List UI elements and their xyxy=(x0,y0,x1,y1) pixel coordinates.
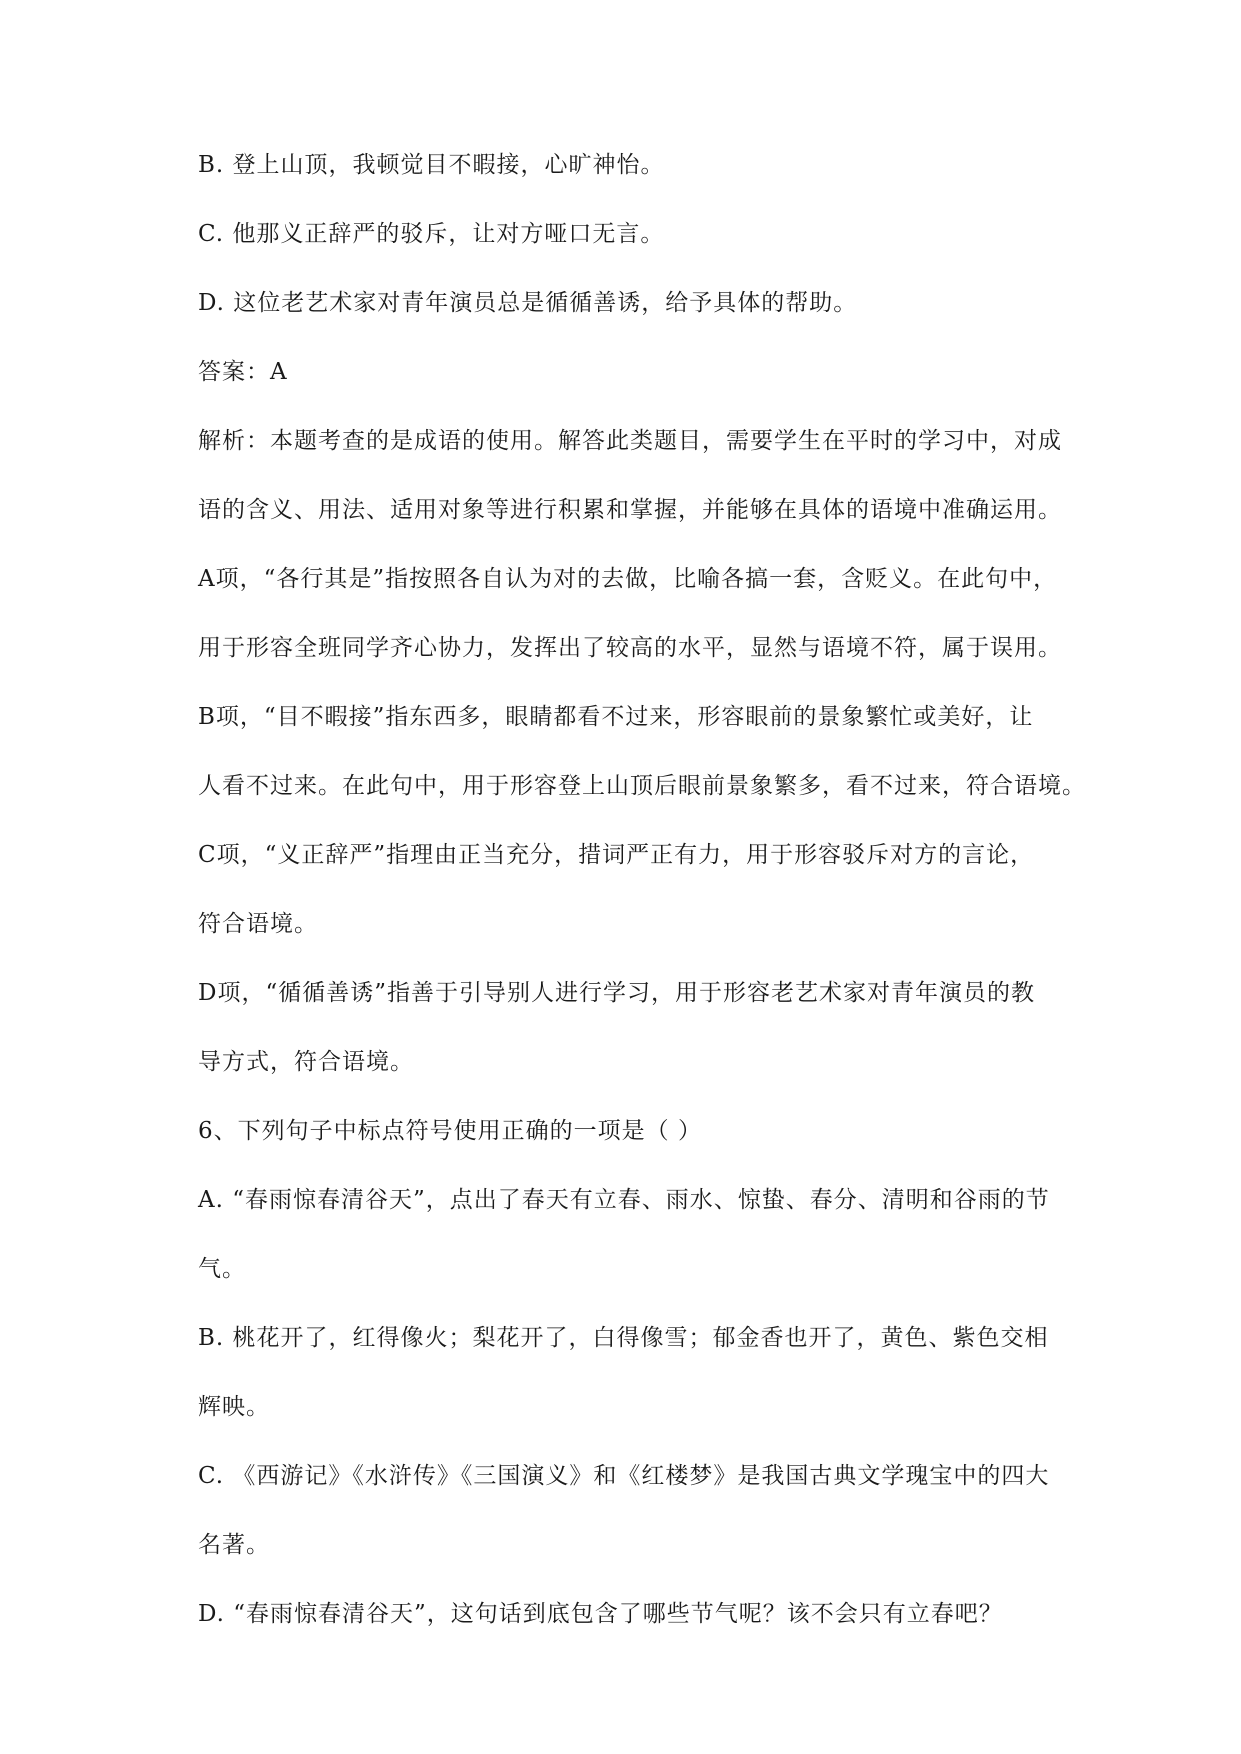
q6-option-a-line-1: A. “春雨惊春清谷天”，点出了春天有立春、雨水、惊蛰、春分、清明和谷雨的节 xyxy=(198,1187,1050,1213)
option-b-line: B. 登上山顶，我顿觉目不暇接，心旷神怡。 xyxy=(198,152,665,178)
analysis-c-line-2: 符合语境。 xyxy=(198,911,318,937)
analysis-b-line-1: B项，“目不暇接”指东西多，眼睛都看不过来，形容眼前的景象繁忙或美好，让 xyxy=(198,704,1034,730)
analysis-line-1: 解析：本题考查的是成语的使用。解答此类题目，需要学生在平时的学习中，对成 xyxy=(198,428,1062,454)
analysis-a-line-1: A项，“各行其是”指按照各自认为对的去做，比喻各搞一套，含贬义。在此句中， xyxy=(198,566,1058,592)
analysis-d-line-1: D项，“循循善诱”指善于引导别人进行学习，用于形容老艺术家对青年演员的教 xyxy=(198,980,1035,1006)
q6-option-d-line: D. “春雨惊春清谷天”，这句话到底包含了哪些节气呢？该不会只有立春吧？ xyxy=(198,1601,1003,1627)
q6-option-c-line-2: 名著。 xyxy=(198,1532,270,1558)
answer-line: 答案：A xyxy=(198,359,288,385)
q6-option-b-line-1: B. 桃花开了，红得像火；梨花开了，白得像雪；郁金香也开了，黄色、紫色交相 xyxy=(198,1325,1049,1351)
analysis-b-line-2: 人看不过来。在此句中，用于形容登上山顶后眼前景象繁多，看不过来，符合语境。 xyxy=(198,773,1086,799)
q6-option-a-line-2: 气。 xyxy=(198,1256,246,1282)
analysis-c-line-1: C项，“义正辞严”指理由正当充分，措词严正有力，用于形容驳斥对方的言论， xyxy=(198,842,1035,868)
analysis-line-2: 语的含义、用法、适用对象等进行积累和掌握，并能够在具体的语境中准确运用。 xyxy=(198,497,1062,523)
option-d-line: D. 这位老艺术家对青年演员总是循循善诱，给予具体的帮助。 xyxy=(198,290,858,316)
q6-option-b-line-2: 辉映。 xyxy=(198,1394,270,1420)
analysis-a-line-2: 用于形容全班同学齐心协力，发挥出了较高的水平，显然与语境不符，属于误用。 xyxy=(198,635,1062,661)
analysis-d-line-2: 导方式，符合语境。 xyxy=(198,1049,414,1075)
option-c-line: C. 他那义正辞严的驳斥，让对方哑口无言。 xyxy=(198,221,665,247)
q6-option-c-line-1: C. 《西游记》《水浒传》《三国演义》和《红楼梦》是我国古典文学瑰宝中的四大 xyxy=(198,1463,1050,1489)
question-6-line: 6、下列句子中标点符号使用正确的一项是（ ） xyxy=(198,1118,702,1144)
